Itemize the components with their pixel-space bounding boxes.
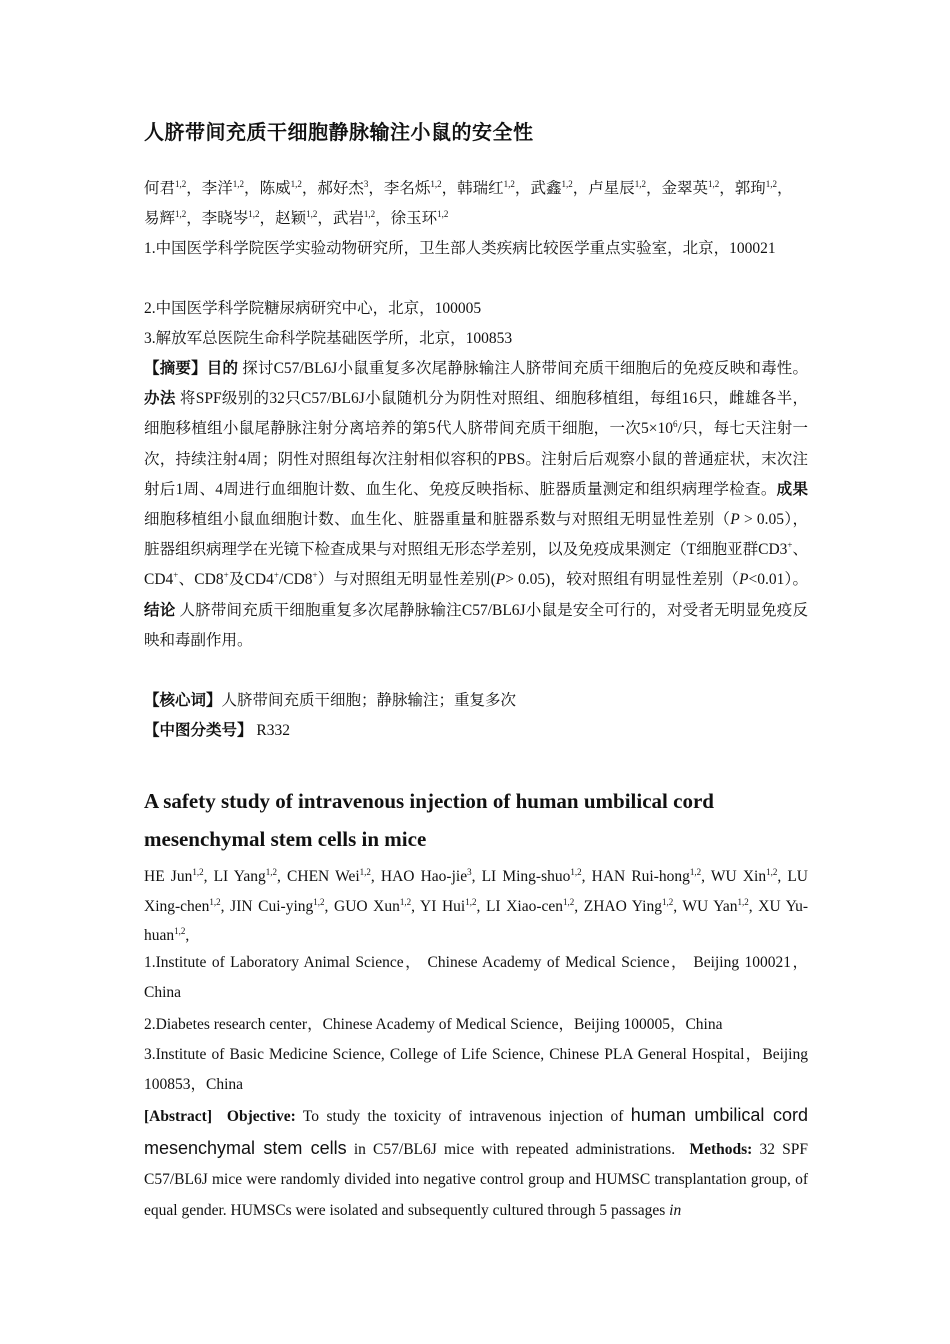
author-affiliation-marker: 1,2 [503, 178, 515, 189]
author-name: 陈威 [259, 180, 291, 197]
author-entry [144, 210, 202, 227]
objective-label-en: Objective: [226, 1108, 296, 1125]
author-name: ZHAO Ying [583, 897, 662, 915]
author-separator: ， [719, 180, 735, 197]
methods-label: 办法 [144, 390, 176, 408]
author-name: 武鑫 [530, 180, 562, 197]
author-separator: ， [777, 180, 793, 197]
classification-text: R332 [252, 722, 290, 739]
abstract-label-en: [Abstract] [144, 1108, 213, 1125]
author-affiliation-marker: 1,2 [313, 896, 325, 907]
cd8-plus: + [223, 570, 229, 581]
chinese-keywords [144, 686, 808, 716]
author-affiliation-marker: 1,2 [290, 178, 302, 189]
cd8-ratio-text: /CD8 [278, 571, 313, 589]
results-text-cont4: <0.01）。 [748, 571, 808, 589]
author-affiliation-marker: 1,2 [661, 896, 674, 907]
author-separator: ， [186, 180, 202, 197]
chinese-affiliation-1: 1.中国医学科学院医学实验动物研究所，卫生部人类疾病比较医学重点实验室，北京，100021 [144, 240, 776, 257]
author-entry [275, 210, 333, 227]
author-entry [711, 868, 787, 885]
author-separator: , [581, 868, 592, 885]
author-entry [230, 898, 334, 915]
author-separator: , [748, 897, 759, 915]
results-label: 成果 [776, 480, 808, 498]
author-name: YI Hui [420, 897, 466, 915]
author-entry [287, 868, 381, 885]
author-affiliation-marker: 1,2 [248, 208, 260, 219]
author-name: 郝好杰 [317, 180, 364, 197]
results-text-cont2: ）与对照组无明显性差别( [317, 571, 496, 589]
author-separator: , [220, 897, 231, 915]
author-entry [334, 898, 420, 915]
author-separator: ， [514, 180, 531, 197]
author-separator: , [185, 927, 190, 944]
results-text: 细胞移植组小鼠血细胞计数、血生化、脏器重量和脏器系数与对照组无明显性差别（ [144, 511, 731, 529]
author-affiliation-marker: 1,2 [437, 208, 449, 219]
keywords-text: 人脐带间充质干细胞；静脉输注；重复多次 [221, 692, 517, 709]
p-value-symbol: P [730, 511, 740, 529]
author-name: 李名烁 [383, 180, 431, 197]
classification-label: 【中图分类号】 [144, 722, 253, 739]
author-separator: , [471, 868, 482, 885]
author-entry [144, 180, 202, 197]
author-name: LI Yang [213, 868, 266, 885]
author-name: HAN Rui-hong [591, 868, 690, 885]
objective-text-en: To study the toxicity of intravenous injection of [295, 1108, 631, 1125]
author-entry [384, 180, 457, 197]
author-affiliation-marker: 1,2 [265, 866, 278, 877]
author-affiliation-marker: 1,2 [399, 896, 412, 907]
author-entry [420, 898, 486, 915]
author-separator: , [203, 868, 214, 885]
author-name: LI Ming-shuo [481, 868, 571, 885]
author-affiliation-marker: 1,2 [175, 208, 187, 219]
author-entry [381, 868, 482, 885]
author-entry [735, 180, 793, 197]
author-affiliation-marker: 1,2 [209, 896, 221, 907]
author-affiliation-marker: 1,2 [766, 866, 778, 877]
author-separator: , [324, 897, 334, 915]
author-affiliation-marker: 1,2 [430, 178, 442, 189]
author-name: LU Xing-chen [144, 868, 809, 915]
methods-italic-en: in [669, 1201, 682, 1219]
author-separator: ， [301, 180, 318, 197]
english-affiliation-1: 1.Institute of Laboratory Animal Science， Chinese Academy of Medical Science， Beijing 100021，China [144, 954, 808, 1001]
author-separator: , [701, 868, 711, 885]
author-affiliation-marker: 1,2 [192, 866, 204, 877]
results-text-cont3: > 0.05)，较对照组有明显性差别（ [505, 571, 739, 589]
english-affiliation-3: 3.Institute of Basic Medicine Science, College of Life Science, Chinese PLA General Hospital，Beijing 100853，China [144, 1046, 808, 1093]
author-affiliation-marker: 1,2 [708, 178, 720, 189]
exponent: 6 [673, 419, 678, 430]
author-entry [457, 180, 530, 197]
author-entry [592, 868, 711, 885]
author-affiliation-marker: 1,2 [689, 866, 702, 877]
author-affiliation-marker: 1,2 [737, 896, 749, 907]
author-separator: ， [317, 210, 333, 227]
methods-text: 将SPF级别的32只C57/BL6J小鼠随机分为阴性对照组、细胞移植组，每组16只，雌雄各半，细胞移植组小鼠尾静脉注射分离培养的第5代人脐带间充质干细胞，一次5×10 [144, 390, 808, 438]
chinese-classification [144, 716, 808, 746]
author-entry [144, 868, 214, 885]
author-name: 金翠英 [661, 180, 709, 197]
conclusion-label: 结论 [144, 601, 176, 619]
author-entry [588, 180, 661, 197]
author-affiliation-marker: 1,2 [232, 178, 245, 189]
author-separator: , [673, 897, 683, 915]
author-entry [662, 180, 735, 197]
author-name: 易辉 [144, 210, 176, 227]
objective-emphasis-en: human umbilical cord mesenchymal stem cells [144, 1105, 808, 1158]
author-entry [317, 180, 384, 197]
author-entry [486, 898, 584, 915]
author-affiliation-marker: 3 [467, 866, 472, 877]
p-value-symbol-3: P [738, 571, 749, 589]
author-separator: , [777, 868, 788, 885]
author-name: 徐玉环 [390, 210, 438, 227]
cd4-ratio-text: 及CD4 [228, 571, 274, 589]
author-name: JIN Cui-ying [230, 897, 314, 915]
author-separator: ， [368, 180, 384, 197]
keywords-label: 【核心词】 [144, 692, 222, 709]
author-name: HAO Hao-jie [380, 868, 468, 885]
author-affiliation-marker: 3 [363, 178, 369, 189]
author-entry [202, 210, 275, 227]
p-value-symbol-2: P [495, 571, 506, 589]
author-separator: ， [259, 210, 276, 227]
author-name: GUO Xun [334, 897, 400, 915]
author-name: HE Jun [144, 868, 193, 885]
abstract-label: 【摘要】 [144, 360, 207, 377]
author-entry [391, 210, 449, 227]
cd4-plus: + [173, 570, 179, 581]
chinese-title: 人脐带间充质干细胞静脉输注小鼠的安全性 [144, 120, 534, 144]
author-affiliation-marker: 1,2 [634, 178, 646, 189]
methods-text-en: 32 SPF C57/BL6J mice were randomly divided into negative control group and HUMSC transplantation group, of equal gender. HUMSCs were isolated and subsequently cultured through 5 passages [144, 1140, 808, 1219]
author-affiliation-marker: 1,2 [175, 178, 187, 189]
author-name: 何君 [144, 180, 176, 197]
author-separator: , [574, 897, 584, 915]
cd4-text: 、CD4 [144, 541, 808, 589]
english-abstract [144, 1100, 808, 1226]
author-name: WU Yan [682, 897, 738, 915]
author-entry [530, 180, 588, 197]
author-affiliation-marker: 1,2 [561, 178, 573, 189]
author-entry [584, 898, 683, 915]
author-separator: ， [572, 180, 589, 197]
chinese-author-list [144, 174, 808, 234]
author-affiliation-marker: 1,2 [363, 208, 376, 219]
author-affiliation-marker: 1,2 [570, 866, 582, 877]
objective-label: 目的 [206, 360, 239, 377]
author-separator: , [411, 897, 421, 915]
author-entry [682, 898, 758, 915]
author-affiliation-marker: 1,2 [765, 178, 778, 189]
methods-text-cont: /只，每七天注射一次，持续注射4周；阴性对照组每次注射相似容积的PBS。注射后后观察小鼠的普通症状，末次注射后1周、4周进行血细胞计数、血生化、免疫反映指标、脏器质量测定和组织病理学检查。 [144, 420, 808, 498]
author-entry [333, 210, 391, 227]
english-author-list [144, 862, 808, 951]
author-name: 李晓岑 [201, 210, 249, 227]
author-name: 韩瑞红 [457, 180, 504, 197]
author-entry [214, 868, 287, 885]
author-name: CHEN Wei [287, 868, 360, 885]
chinese-abstract [144, 354, 808, 656]
author-name: 郭珣 [734, 180, 766, 197]
author-entry [260, 180, 318, 197]
english-title: A safety study of intravenous injection of human umbilical cord mesenchymal stem cells in mice [144, 789, 714, 851]
objective-text: 探讨C57/BL6J小鼠重复多次尾静脉输注人脐带间充质干细胞后的免疫反映和毒性。 [238, 360, 808, 377]
author-separator: , [277, 868, 288, 885]
author-separator: , [370, 868, 381, 885]
author-separator: , [476, 897, 486, 915]
cd4-ratio-plus: + [273, 570, 279, 581]
author-entry [482, 868, 592, 885]
cd3-plus: + [787, 540, 793, 551]
cd8-ratio-plus: + [312, 570, 318, 581]
author-separator: ， [186, 210, 202, 227]
results-text-cont: > 0.05），脏器组织病理学在光镜下检查成果与对照组无形态学差别，以及免疫成果测定（T细胞亚群CD3 [144, 511, 808, 559]
author-name: XU Yu-huan [144, 897, 809, 944]
author-name: 卢星辰 [588, 180, 635, 197]
author-name: 李洋 [201, 180, 233, 197]
author-affiliation-marker: 1,2 [465, 896, 477, 907]
english-affiliation-2: 2.Diabetes research center，Chinese Academy of Medical Science，Beijing 100005，China [144, 1016, 723, 1033]
chinese-affiliation-3: 3.解放军总医院生命科学院基础医学所，北京，100853 [144, 330, 513, 347]
author-separator: ， [244, 180, 260, 197]
cd8-text: 、CD8 [178, 571, 224, 589]
author-affiliation-marker: 1,2 [174, 925, 186, 936]
author-name: 武岩 [332, 210, 364, 227]
author-name: 赵颖 [275, 210, 307, 227]
author-affiliation-marker: 1,2 [563, 896, 575, 907]
author-separator: ， [645, 180, 662, 197]
methods-label-en: Methods: [689, 1140, 753, 1158]
author-entry [202, 180, 260, 197]
author-affiliation-marker: 1,2 [306, 208, 318, 219]
chinese-affiliation-2: 2.中国医学科学院糖尿病研究中心，北京，100005 [144, 300, 482, 317]
author-affiliation-marker: 1,2 [359, 866, 371, 877]
objective-text-en-cont: in C57/BL6J mice with repeated administrations. [346, 1140, 676, 1158]
author-name: WU Xin [710, 868, 767, 885]
author-name: LI Xiao-cen [485, 897, 563, 915]
author-separator: ， [441, 180, 458, 197]
author-separator: ， [375, 210, 391, 227]
conclusion-text: 人脐带间充质干细胞重复多次尾静脉输注C57/BL6J小鼠是安全可行的，对受者无明显免疫反映和毒副作用。 [144, 601, 808, 649]
